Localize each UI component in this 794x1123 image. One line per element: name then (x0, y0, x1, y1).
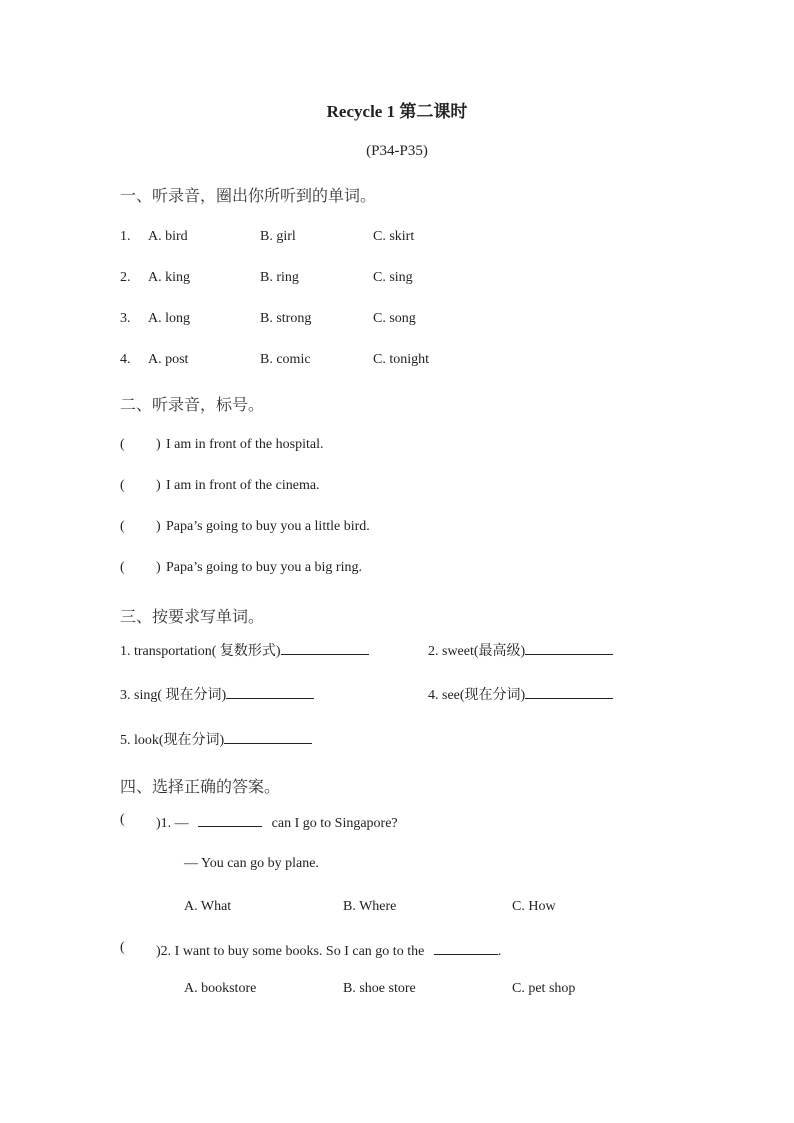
option-a: A. bookstore (184, 981, 257, 996)
option-c: C. song (373, 311, 416, 326)
option-b: B. girl (260, 229, 296, 244)
option-c: C. tonight (373, 352, 430, 367)
option-b: B. strong (260, 311, 312, 326)
open-paren: ( (120, 560, 125, 575)
word-prompt: 4. see(现在分词) (428, 688, 526, 703)
answer-blank[interactable] (224, 729, 312, 744)
answer-blank[interactable] (525, 684, 613, 699)
question-text (156, 812, 398, 832)
word-prompt: 5. look(现在分词) (120, 733, 225, 748)
option-a: A. bird (148, 229, 188, 244)
open-paren: ( (120, 519, 125, 534)
question-blank[interactable] (198, 812, 262, 827)
section-4-heading: 四、选择正确的答案。 (120, 777, 281, 796)
section-3-heading: 三、按要求写单词。 (120, 607, 265, 626)
row-number: 1. (120, 229, 131, 244)
word-item (428, 640, 613, 660)
word-prompt: 1. transportation( 复数形式) (120, 644, 281, 659)
word-prompt: 3. sing( 现在分词) (120, 688, 227, 703)
sentence-text: Papa’s going to buy you a little bird. (166, 519, 370, 534)
answer-blank[interactable] (226, 684, 314, 699)
question-prefix: )1. — (156, 816, 189, 831)
word-prompt: 2. sweet(最高级) (428, 644, 526, 659)
sentence-text: I am in front of the hospital. (166, 437, 324, 452)
word-item (428, 684, 613, 704)
word-item (120, 640, 369, 660)
question-blank[interactable] (434, 940, 498, 955)
page-range: (P34-P35) (366, 143, 428, 159)
word-item (120, 684, 314, 704)
question-suffix: can I go to Singapore? (271, 816, 398, 831)
option-b: B. comic (260, 352, 311, 367)
option-c: C. sing (373, 270, 413, 285)
section-1-heading: 一、听录音，圈出你所听到的单词。 (120, 186, 377, 205)
option-a: A. long (148, 311, 190, 326)
question-prefix: )2. I want to buy some books. So I can go to the (156, 944, 425, 959)
answer-blank[interactable] (525, 640, 613, 655)
row-number: 2. (120, 270, 131, 285)
close-paren: ) (156, 560, 161, 575)
option-a: A. What (184, 899, 232, 914)
open-paren: ( (120, 437, 125, 452)
row-number: 3. (120, 311, 131, 326)
answer-blank[interactable] (281, 640, 369, 655)
row-number: 4. (120, 352, 131, 367)
option-c: C. How (512, 899, 556, 914)
sentence-text: I am in front of the cinema. (166, 478, 320, 493)
close-paren: ) (156, 519, 161, 534)
page-title: Recycle 1 第二课时 (326, 102, 468, 121)
close-paren: ) (156, 478, 161, 493)
option-a: A. king (148, 270, 190, 285)
question-text (156, 940, 501, 960)
question-suffix: . (497, 944, 502, 959)
section-2-heading: 二、听录音，标号。 (120, 395, 265, 414)
open-paren: ( (120, 812, 125, 827)
open-paren: ( (120, 478, 125, 493)
close-paren: ) (156, 437, 161, 452)
option-b: B. ring (260, 270, 299, 285)
option-b: B. shoe store (343, 981, 416, 996)
option-a: A. post (148, 352, 189, 367)
option-c: C. skirt (373, 229, 415, 244)
option-b: B. Where (343, 899, 397, 914)
question-reply: — You can go by plane. (184, 856, 319, 871)
option-c: C. pet shop (512, 981, 576, 996)
word-item (120, 729, 312, 749)
sentence-text: Papa’s going to buy you a big ring. (166, 560, 362, 575)
open-paren: ( (120, 940, 125, 955)
